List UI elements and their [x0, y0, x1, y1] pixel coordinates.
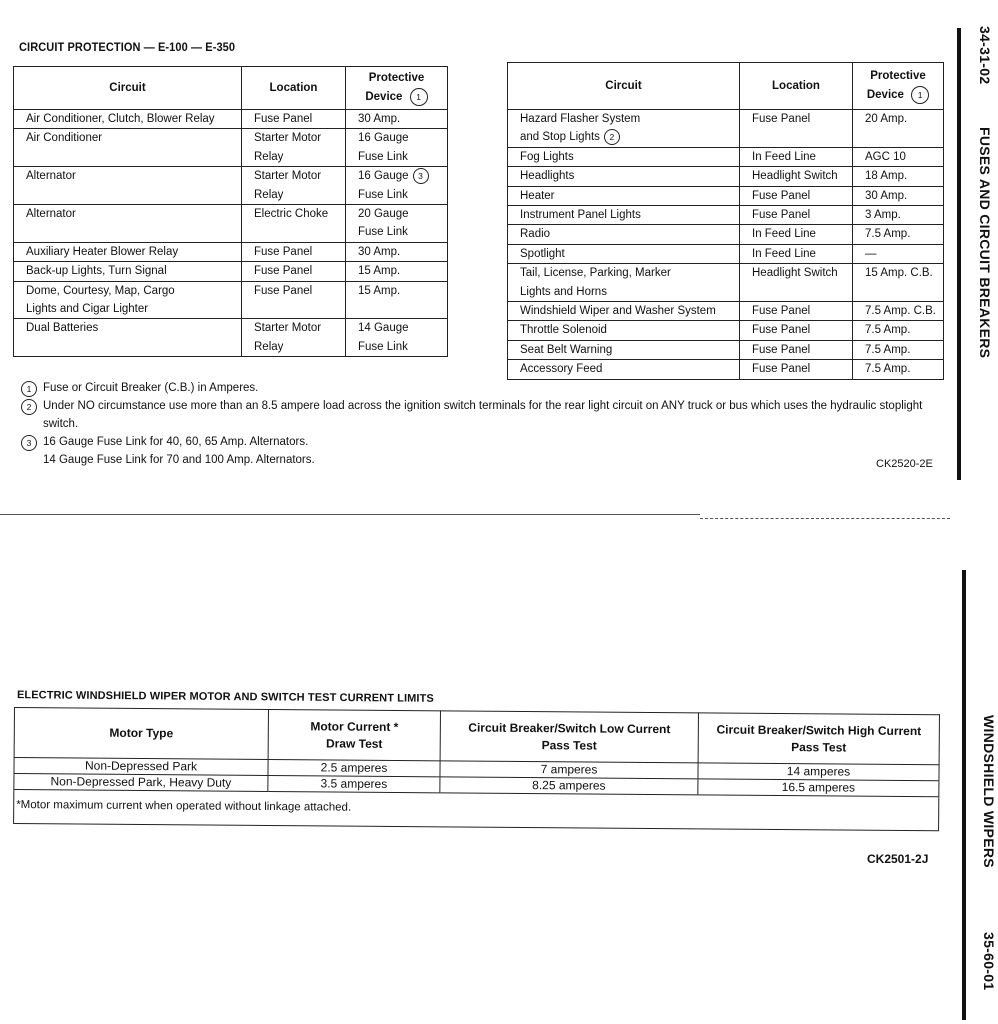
header-device-line1: Protective — [870, 69, 926, 82]
side-label-top-title: FUSES AND CIRCUIT BREAKERS — [977, 127, 993, 359]
circuit-protection-table-right — [507, 62, 944, 380]
section-divider — [0, 514, 700, 515]
circuit-line: Alternator — [26, 170, 76, 183]
cell-circuit — [508, 264, 740, 302]
circuit-line: Radio — [520, 228, 551, 241]
wiper-header-line: Motor Current * — [310, 718, 399, 734]
location-line: Fuse Panel — [752, 209, 811, 222]
location-line: Fuse Panel — [254, 265, 313, 278]
cell-device — [853, 302, 944, 321]
cell-location — [242, 262, 346, 281]
wiper-header-line: Pass Test — [541, 737, 597, 753]
cell-location — [740, 340, 853, 359]
circuit-line: Headlights — [520, 170, 575, 183]
circuit-line: Instrument Panel Lights — [520, 209, 641, 222]
cell-location — [242, 167, 346, 205]
circuit-line: Back-up Lights, Turn Signal — [26, 265, 167, 278]
device-line: 20 Amp. — [865, 113, 908, 125]
circuit-line: Spotlight — [520, 247, 565, 260]
circuit-line: Heater — [520, 189, 555, 202]
cell-device — [853, 264, 944, 302]
device-line: Fuse Link — [358, 188, 408, 201]
circuit-line: Windshield Wiper and Washer System — [520, 305, 716, 318]
cell-device — [853, 360, 944, 379]
table-row — [508, 321, 944, 340]
cell-location — [740, 206, 853, 225]
cell-circuit — [14, 205, 242, 243]
cell-circuit — [508, 147, 740, 166]
cell-location — [242, 129, 346, 167]
cell-location — [242, 205, 346, 243]
device-line: 7.5 Amp. — [865, 324, 911, 337]
table-row — [508, 110, 944, 148]
side-label-bottom-number: 35-60-01 — [981, 932, 997, 991]
wiper-cell: 2.5 amperes — [268, 759, 440, 776]
cell-location — [740, 186, 853, 205]
circuit-line: Seat Belt Warning — [520, 343, 613, 356]
cell-device — [853, 110, 944, 148]
footnote-ref-icon: 3 — [413, 168, 429, 184]
header-device-line2: Device — [866, 89, 904, 102]
location-line: In Feed Line — [752, 228, 816, 241]
cell-location — [740, 360, 853, 379]
side-label-bottom-title: WINDSHIELD WIPERS — [981, 715, 997, 868]
cell-circuit — [508, 321, 740, 340]
device-line: 16 Gauge — [358, 170, 409, 183]
circuit-line: Air Conditioner — [26, 132, 103, 145]
header-location: Location — [740, 63, 853, 110]
location-line: Fuse Panel — [254, 284, 313, 297]
footnote-ref-icon: 2 — [604, 129, 620, 145]
cell-device — [853, 244, 944, 263]
cell-location — [242, 242, 346, 261]
location-line: Fuse Panel — [752, 189, 811, 202]
wiper-header-cell — [698, 713, 939, 765]
table-row — [14, 110, 448, 129]
footnote-text: 14 Gauge Fuse Link for 70 and 100 Amp. Alternators. — [43, 454, 315, 466]
device-line: 20 Gauge — [358, 208, 409, 221]
footnote-ref-icon: 1 — [410, 88, 428, 106]
device-line: 3 Amp. — [865, 209, 901, 222]
wiper-test-table — [13, 707, 940, 831]
table-row — [508, 302, 944, 321]
header-circuit: Circuit — [14, 67, 242, 110]
cell-circuit — [508, 206, 740, 225]
table-row — [14, 129, 448, 167]
table-row — [14, 242, 448, 261]
wiper-header-cell — [268, 709, 440, 760]
location-line: In Feed Line — [752, 247, 816, 260]
header-protective-device — [346, 67, 448, 110]
location-line: Fuse Panel — [752, 113, 811, 125]
table-row — [508, 167, 944, 186]
circuit-line: Lights and Cigar Lighter — [26, 303, 149, 316]
device-line: 7.5 Amp. — [865, 363, 911, 376]
cell-device — [346, 262, 448, 281]
cell-location — [740, 225, 853, 244]
location-line: Relay — [254, 150, 284, 163]
cell-device — [346, 129, 448, 167]
location-line: Headlight Switch — [752, 267, 838, 280]
wiper-footnote: *Motor maximum current when operated without linkage attached. — [14, 790, 939, 831]
device-line: 7.5 Amp. — [865, 228, 911, 241]
wiper-cell: Non-Depressed Park — [14, 758, 268, 776]
cell-device — [853, 321, 944, 340]
header-circuit: Circuit — [508, 63, 740, 110]
cell-location — [740, 244, 853, 263]
location-line: Fuse Panel — [254, 113, 313, 125]
cell-device — [346, 205, 448, 243]
wiper-cell: 7 amperes — [440, 761, 698, 779]
cell-circuit — [14, 262, 242, 281]
device-line: — — [865, 247, 877, 260]
cell-location — [740, 321, 853, 340]
circuit-line: Hazard Flasher System — [520, 113, 641, 125]
circuit-line: Accessory Feed — [520, 363, 603, 376]
cell-device — [853, 147, 944, 166]
footnote-number-icon: 3 — [21, 435, 37, 451]
location-line: Relay — [254, 188, 284, 201]
circuit-line: Throttle Solenoid — [520, 324, 607, 337]
wiper-cell: 16.5 amperes — [698, 779, 939, 797]
circuit-line: Air Conditioner, Clutch, Blower Relay — [26, 113, 215, 125]
table-row — [508, 264, 944, 302]
table-row — [14, 281, 448, 319]
cell-circuit — [508, 186, 740, 205]
cell-location — [740, 110, 853, 148]
location-line: Starter Motor — [254, 170, 322, 183]
cell-device — [853, 206, 944, 225]
circuit-line: Alternator — [26, 208, 76, 221]
left-table-body — [14, 110, 448, 357]
section-divider-dashed — [700, 518, 950, 519]
wiper-table-title: ELECTRIC WINDSHIELD WIPER MOTOR AND SWITCH TEST CURRENT LIMITS — [16, 689, 434, 705]
device-line: 18 Amp. — [865, 170, 908, 183]
wiper-header-line: Circuit Breaker/Switch High Current — [716, 722, 922, 738]
wiper-header-line: Draw Test — [325, 735, 383, 751]
cell-circuit — [508, 340, 740, 359]
device-line: 30 Amp. — [358, 113, 401, 125]
header-device-line1: Protective — [368, 71, 425, 84]
location-line: Headlight Switch — [752, 170, 838, 183]
device-line: 7.5 Amp. — [865, 343, 911, 356]
header-location: Location — [242, 67, 346, 110]
wiper-figure-code: CK2501-2J — [867, 852, 929, 866]
wiper-cell: 8.25 amperes — [440, 777, 698, 795]
circuit-line: Lights and Horns — [520, 285, 607, 298]
footnote-item — [21, 397, 946, 433]
location-line: Electric Choke — [254, 208, 329, 221]
circuit-line: Fog Lights — [520, 150, 574, 163]
table-row — [508, 186, 944, 205]
cell-device — [346, 110, 448, 129]
device-line: AGC 10 — [865, 150, 906, 163]
cell-device — [346, 167, 448, 205]
wiper-header-line: Pass Test — [791, 739, 847, 755]
cell-circuit — [508, 110, 740, 148]
device-line: 30 Amp. — [865, 189, 908, 202]
table-row — [508, 360, 944, 379]
location-line: In Feed Line — [752, 150, 816, 163]
cell-circuit — [508, 244, 740, 263]
cell-device — [853, 167, 944, 186]
cell-location — [740, 147, 853, 166]
circuit-line: Dome, Courtesy, Map, Cargo — [26, 284, 175, 297]
device-line: 30 Amp. — [358, 245, 401, 258]
cell-circuit — [508, 225, 740, 244]
wiper-header-cell — [440, 711, 698, 763]
cell-device — [853, 225, 944, 244]
location-line: Fuse Panel — [752, 324, 811, 337]
cell-location — [242, 281, 346, 319]
location-line: Relay — [254, 340, 284, 353]
cell-circuit — [508, 167, 740, 186]
footnote-item — [21, 433, 946, 469]
cell-location — [740, 264, 853, 302]
circuit-line: Tail, License, Parking, Marker — [520, 267, 671, 280]
circuit-protection-table-left — [13, 66, 448, 357]
cell-location — [242, 110, 346, 129]
header-device-line2: Device — [365, 91, 403, 104]
cell-circuit — [508, 360, 740, 379]
cell-device — [853, 186, 944, 205]
wiper-header-line: Motor Type — [109, 725, 174, 741]
circuit-line: Dual Batteries — [26, 322, 99, 335]
wiper-cell: 3.5 amperes — [268, 775, 440, 792]
cell-location — [740, 302, 853, 321]
wiper-cell: Non-Depressed Park, Heavy Duty — [14, 774, 268, 792]
cell-device — [346, 319, 448, 357]
cell-circuit — [14, 319, 242, 357]
wiper-table-header — [14, 708, 939, 765]
location-line: Fuse Panel — [752, 363, 811, 376]
device-line: Fuse Link — [358, 226, 408, 239]
cell-device — [346, 281, 448, 319]
device-line: 15 Amp. — [358, 265, 401, 278]
location-line: Starter Motor — [254, 132, 322, 145]
wiper-table-wrapper — [13, 707, 940, 831]
footnote-item — [21, 379, 946, 397]
footnote-text: 16 Gauge Fuse Link for 40, 60, 65 Amp. Alternators. — [43, 436, 309, 448]
footnote-number-icon: 2 — [21, 399, 37, 415]
device-line: 15 Amp. — [358, 284, 401, 297]
table-row — [508, 244, 944, 263]
cell-circuit — [14, 281, 242, 319]
device-line: Fuse Link — [358, 150, 408, 163]
figure-code: CK2520-2E — [876, 458, 933, 470]
device-line: 14 Gauge — [358, 322, 409, 335]
cell-location — [740, 167, 853, 186]
location-line: Fuse Panel — [752, 343, 811, 356]
side-bar-top — [957, 28, 961, 480]
device-line: 15 Amp. C.B. — [865, 267, 933, 280]
table-row — [508, 225, 944, 244]
table-row — [14, 319, 448, 357]
device-line: Fuse Link — [358, 340, 408, 353]
wiper-header-cell — [14, 708, 268, 760]
table-row — [508, 206, 944, 225]
cell-circuit — [508, 302, 740, 321]
footnote-text: switch. — [43, 418, 79, 430]
device-line: 16 Gauge — [358, 132, 409, 145]
footnote-text: Under NO circumstance use more than an 8.5 ampere load across the ignition switch terminals for the rear light circuit on ANY truck or bus which uses the hydraulic stoplight — [43, 400, 923, 412]
right-table-body — [508, 110, 944, 380]
cell-location — [242, 319, 346, 357]
table-row — [508, 340, 944, 359]
footnotes — [21, 379, 946, 469]
cell-device — [853, 340, 944, 359]
footnote-ref-icon: 1 — [911, 86, 929, 104]
cell-circuit — [14, 110, 242, 129]
cell-circuit — [14, 167, 242, 205]
table-row — [508, 147, 944, 166]
table-row — [14, 205, 448, 243]
circuit-line: Auxiliary Heater Blower Relay — [26, 245, 179, 258]
wiper-header-line: Circuit Breaker/Switch Low Current — [468, 720, 671, 736]
location-line: Fuse Panel — [254, 245, 313, 258]
table-row — [14, 167, 448, 205]
footnote-text: Fuse or Circuit Breaker (C.B.) in Amperes. — [43, 382, 259, 394]
header-protective-device — [853, 63, 944, 110]
location-line: Fuse Panel — [752, 305, 811, 318]
location-line: Starter Motor — [254, 322, 322, 335]
cell-device — [346, 242, 448, 261]
device-line: 7.5 Amp. C.B. — [865, 305, 936, 318]
wiper-cell: 14 amperes — [698, 763, 939, 781]
side-label-top-number: 34-31-02 — [977, 26, 993, 85]
circuit-line: and Stop Lights — [520, 131, 600, 144]
circuit-protection-title: CIRCUIT PROTECTION — E-100 — E-350 — [19, 41, 236, 55]
footnote-number-icon: 1 — [21, 381, 37, 397]
side-bar-bottom — [962, 570, 966, 1020]
cell-circuit — [14, 242, 242, 261]
cell-circuit — [14, 129, 242, 167]
table-row — [14, 262, 448, 281]
